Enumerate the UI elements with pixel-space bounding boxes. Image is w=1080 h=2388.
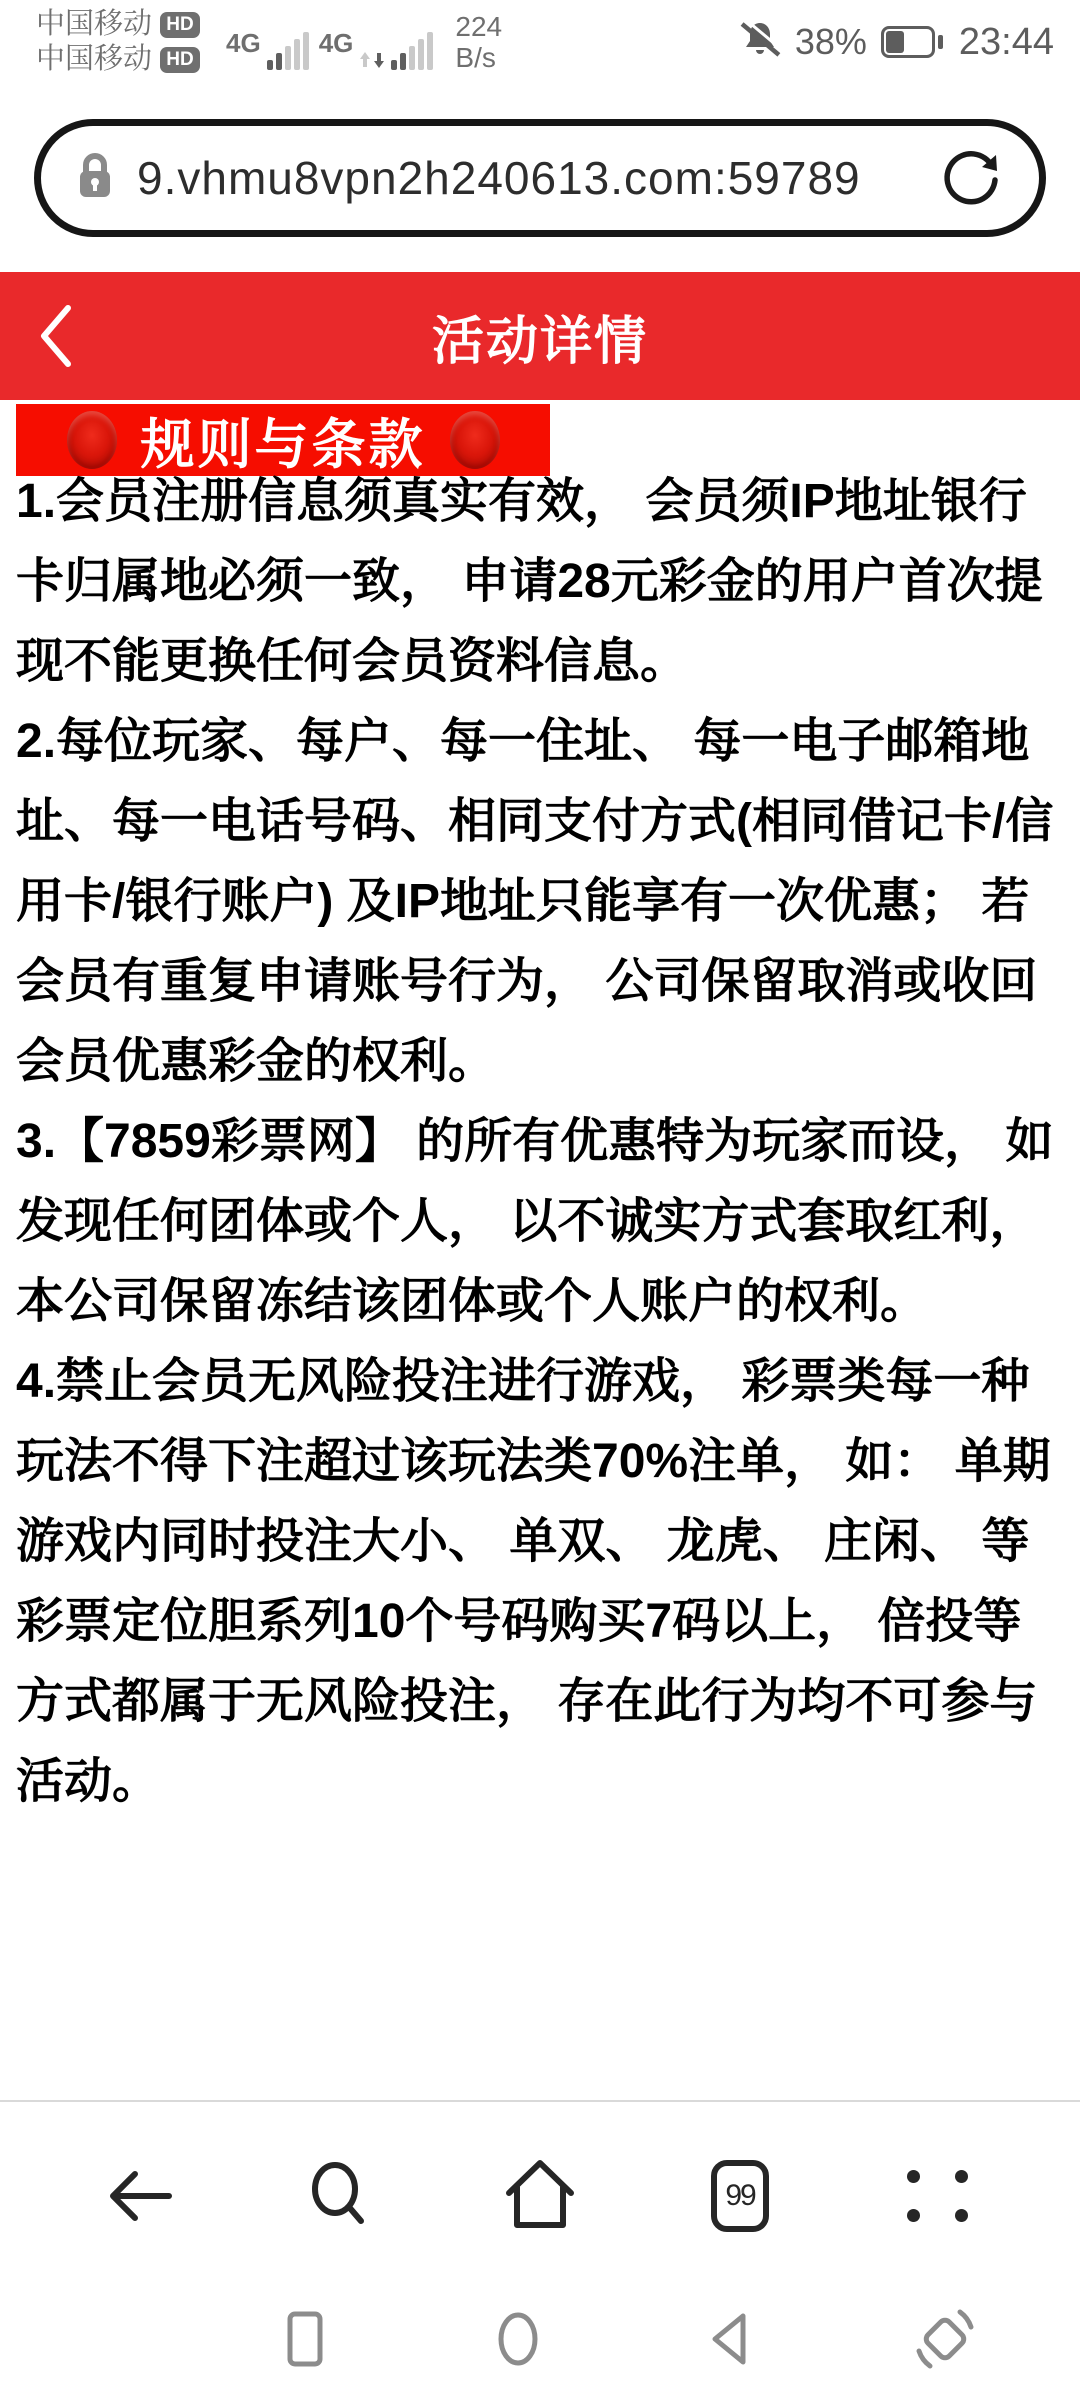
rule-paragraph-3: 3.【7859彩票网】 的所有优惠特为玩家而设， 如发现任何团体或个人， 以不诚实方式套取红利， 本公司保留冻结该团体或个人账户的权利。: [16, 1115, 1054, 1328]
hd-badge: HD: [160, 47, 200, 73]
recents-icon[interactable]: [260, 2294, 350, 2384]
carrier-row-2: [36, 43, 200, 76]
network-type-label: 4G: [318, 28, 354, 58]
app-header: [0, 272, 1080, 400]
status-right-cluster: [739, 19, 1054, 66]
rule-paragraph-2: 2.每位玩家、每户、每一住址、 每一电子邮箱地址、每一电话号码、相同支付方式(相同借记卡/信用卡/银行账户) 及IP地址只能享有一次优惠； 若会员有重复申请账号行为， 公司保留取消或收回会员优惠彩金的权利。: [16, 715, 1054, 1088]
sim2-signal: [319, 30, 434, 70]
rules-text-block: [0, 462, 1080, 1822]
browser-toolbar: [0, 2102, 1080, 2290]
search-icon[interactable]: [285, 2141, 395, 2251]
red-ball-ornament-icon: [450, 411, 500, 469]
carrier-block: [36, 8, 200, 76]
back-chevron-icon[interactable]: [34, 302, 78, 375]
back-triangle-icon[interactable]: [687, 2294, 777, 2384]
battery-percent: 38%: [794, 21, 867, 62]
red-ball-ornament-icon: [67, 411, 117, 469]
url-bar-row: [0, 98, 1080, 258]
sim1-signal: [226, 30, 309, 70]
rule-paragraph-1: 1.会员注册信息须真实有效， 会员须IP地址银行卡归属地必须一致， 申请28元彩金的用户首次提现不能更换任何会员资料信息。: [16, 475, 1043, 688]
home-circle-icon[interactable]: [473, 2294, 563, 2384]
speed-unit: B/s: [455, 42, 496, 73]
network-indicators: [226, 14, 433, 70]
data-arrows-icon: [359, 52, 385, 68]
tabs-icon[interactable]: [685, 2141, 795, 2251]
url-text[interactable]: 9.vhmu8vpn2h240613.com:59789: [137, 152, 861, 204]
signal-bars-icon: [391, 30, 433, 70]
network-speed: [455, 11, 502, 73]
refresh-icon[interactable]: [939, 143, 1005, 214]
carrier-name: 中国移动: [36, 43, 153, 75]
status-time: 23:44: [958, 20, 1054, 63]
tab-count-box[interactable]: [711, 2160, 769, 2232]
tab-count: 99: [725, 2179, 755, 2212]
carrier-row-1: [36, 8, 200, 41]
lock-icon: [75, 151, 115, 206]
rules-section-title: 规则与条款: [140, 414, 426, 475]
bell-muted-icon: [739, 19, 781, 66]
page-title: 活动详情: [431, 312, 648, 371]
status-bar: [0, 0, 1080, 84]
speed-value: 224: [455, 11, 503, 42]
battery-icon: [881, 26, 945, 58]
hd-badge: HD: [160, 12, 200, 38]
signal-bars-icon: [267, 30, 309, 70]
home-icon[interactable]: [485, 2141, 595, 2251]
menu-dots-icon[interactable]: [885, 2141, 995, 2251]
address-bar[interactable]: [34, 119, 1046, 237]
back-arrow-icon[interactable]: [85, 2141, 195, 2251]
rule-paragraph-4: 4.禁止会员无风险投注进行游戏， 彩票类每一种玩法不得下注超过该玩法类70%注单， 如： 单期游戏内同时投注大小、 单双、 龙虎、 庄闲、 等彩票定位胆系列10个号码购买7码以上， 倍投等方式都属于无风险投注， 存在此行为均不可参与活动。: [16, 1355, 1051, 1808]
system-nav-bar: [0, 2290, 1080, 2388]
rotate-screen-icon[interactable]: [900, 2294, 990, 2384]
carrier-name: 中国移动: [36, 8, 153, 40]
network-type-label: 4G: [226, 28, 261, 58]
